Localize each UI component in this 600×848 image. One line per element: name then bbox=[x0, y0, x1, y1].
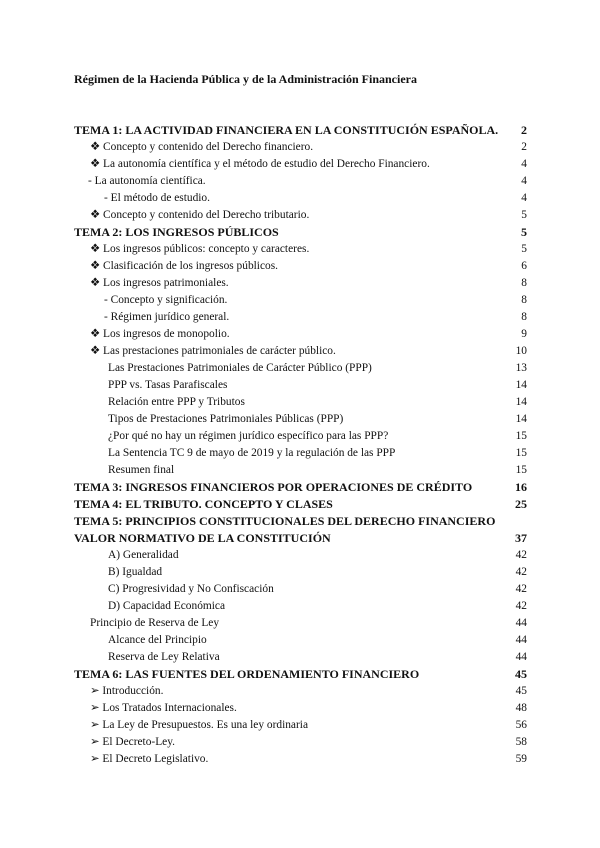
toc-chapter-entry[interactable] bbox=[74, 666, 527, 683]
toc-chapter-entry[interactable] bbox=[74, 513, 527, 530]
toc-entry-page: 8 bbox=[521, 311, 527, 323]
toc-entry-label: ❖ Concepto y contenido del Derecho financiero. bbox=[90, 141, 314, 153]
toc-entry[interactable] bbox=[74, 445, 527, 462]
toc-entry-page: 56 bbox=[515, 719, 527, 731]
toc-entry-label: Las Prestaciones Patrimoniales de Carácter Público (PPP) bbox=[108, 362, 372, 374]
toc-entry-page: 59 bbox=[515, 753, 527, 765]
toc-entry[interactable] bbox=[74, 343, 527, 360]
toc-entry-label: Tipos de Prestaciones Patrimoniales Públicas (PPP) bbox=[108, 413, 344, 425]
toc-entry-page: 16 bbox=[515, 480, 527, 494]
toc-entry-label: Principio de Reserva de Ley bbox=[90, 617, 220, 629]
toc-entry[interactable] bbox=[74, 258, 527, 275]
toc-entry-label: ❖ Las prestaciones patrimoniales de carácter público. bbox=[90, 345, 336, 357]
toc-entry[interactable] bbox=[74, 734, 527, 751]
toc-entry-page: 44 bbox=[515, 617, 527, 629]
toc-entry[interactable] bbox=[74, 275, 527, 292]
toc-entry-page: 45 bbox=[515, 667, 527, 681]
toc-entry-page: 48 bbox=[515, 702, 527, 714]
toc-entry-page: 4 bbox=[521, 158, 527, 170]
toc-entry-page: 4 bbox=[521, 175, 527, 187]
toc-entry-page: 5 bbox=[521, 243, 527, 255]
toc-entry-label: La Sentencia TC 9 de mayo de 2019 y la regulación de las PPP bbox=[108, 447, 396, 459]
toc-entry-label: TEMA 3: INGRESOS FINANCIEROS POR OPERACIONES DE CRÉDITO bbox=[74, 480, 473, 494]
toc-entry-page: 6 bbox=[521, 260, 527, 272]
toc-entry-label: VALOR NORMATIVO DE LA CONSTITUCIÓN bbox=[74, 531, 331, 545]
toc-chapter-entry[interactable] bbox=[74, 224, 527, 241]
toc-entry-label: B) Igualdad bbox=[108, 566, 163, 578]
toc-entry-page: 14 bbox=[515, 396, 527, 408]
toc-entry-page: 42 bbox=[515, 566, 527, 578]
toc-entry-label: - Concepto y significación. bbox=[104, 294, 228, 306]
toc-entry[interactable] bbox=[74, 156, 527, 173]
toc-entry-label: TEMA 4: EL TRIBUTO. CONCEPTO Y CLASES bbox=[74, 497, 333, 511]
toc-entry-label: Reserva de Ley Relativa bbox=[108, 651, 220, 663]
toc-entry-label: ➢ Los Tratados Internacionales. bbox=[90, 702, 237, 714]
toc-entry-page: 13 bbox=[515, 362, 527, 374]
toc-entry-label: ❖ Los ingresos de monopolio. bbox=[90, 328, 230, 340]
toc-entry[interactable] bbox=[74, 292, 527, 309]
toc-entry-label: Relación entre PPP y Tributos bbox=[108, 396, 245, 408]
toc-entry[interactable] bbox=[74, 547, 527, 564]
toc-entry[interactable] bbox=[74, 190, 527, 207]
toc-entry[interactable] bbox=[74, 649, 527, 666]
toc-entry-label: ❖ La autonomía científica y el método de estudio del Derecho Financiero. bbox=[90, 158, 430, 170]
toc-entry-page: 45 bbox=[515, 685, 527, 697]
toc-entry-label: TEMA 2: LOS INGRESOS PÚBLICOS bbox=[74, 225, 279, 239]
toc-chapter-entry[interactable] bbox=[74, 530, 527, 547]
toc-entry[interactable] bbox=[74, 241, 527, 258]
toc-entry-label: ➢ El Decreto Legislativo. bbox=[90, 753, 209, 765]
toc-entry-page: 10 bbox=[515, 345, 527, 357]
table-of-contents bbox=[74, 122, 527, 768]
toc-entry[interactable] bbox=[74, 717, 527, 734]
toc-entry-label: - La autonomía científica. bbox=[88, 175, 206, 187]
toc-entry[interactable] bbox=[74, 207, 527, 224]
toc-entry-page: 37 bbox=[515, 531, 527, 545]
toc-entry[interactable] bbox=[74, 394, 527, 411]
toc-entry[interactable] bbox=[74, 309, 527, 326]
toc-entry-page: 14 bbox=[515, 413, 527, 425]
toc-entry[interactable] bbox=[74, 173, 527, 190]
toc-entry-label: ¿Por qué no hay un régimen jurídico específico para las PPP? bbox=[108, 430, 389, 442]
toc-entry-page: 15 bbox=[515, 447, 527, 459]
toc-entry-label: C) Progresividad y No Confiscación bbox=[108, 583, 274, 595]
toc-entry-page: 44 bbox=[515, 634, 527, 646]
toc-entry-page: 2 bbox=[521, 141, 527, 153]
toc-entry-page: 2 bbox=[521, 123, 527, 137]
toc-entry[interactable] bbox=[74, 139, 527, 156]
toc-chapter-entry[interactable] bbox=[74, 496, 527, 513]
toc-entry-page: 15 bbox=[515, 430, 527, 442]
toc-entry[interactable] bbox=[74, 615, 527, 632]
toc-entry[interactable] bbox=[74, 700, 527, 717]
toc-entry[interactable] bbox=[74, 360, 527, 377]
toc-entry-label: Resumen final bbox=[108, 464, 175, 476]
toc-chapter-entry[interactable] bbox=[74, 479, 527, 496]
toc-entry-page: 4 bbox=[521, 192, 527, 204]
toc-entry-page: 42 bbox=[515, 549, 527, 561]
toc-entry-label: - El método de estudio. bbox=[104, 192, 210, 204]
toc-entry-label: ❖ Clasificación de los ingresos públicos. bbox=[90, 260, 279, 272]
toc-entry[interactable] bbox=[74, 564, 527, 581]
toc-entry-label: TEMA 5: PRINCIPIOS CONSTITUCIONALES DEL DERECHO FINANCIERO bbox=[74, 514, 496, 528]
toc-entry-page: 42 bbox=[515, 600, 527, 612]
toc-entry[interactable] bbox=[74, 377, 527, 394]
toc-entry-label: ❖ Los ingresos públicos: concepto y caracteres. bbox=[90, 243, 310, 255]
toc-entry[interactable] bbox=[74, 598, 527, 615]
toc-entry-label: TEMA 1: LA ACTIVIDAD FINANCIERA EN LA CONSTITUCIÓN ESPAÑOLA. bbox=[74, 123, 499, 137]
toc-entry-page: 25 bbox=[515, 497, 527, 511]
toc-entry-label: ➢ El Decreto-Ley. bbox=[90, 736, 176, 748]
toc-entry[interactable] bbox=[74, 632, 527, 649]
toc-entry-page: 9 bbox=[521, 328, 527, 340]
toc-entry[interactable] bbox=[74, 751, 527, 768]
document-title: Régimen de la Hacienda Pública y de la Administración Financiera bbox=[74, 72, 417, 86]
toc-entry-label: - Régimen jurídico general. bbox=[104, 311, 230, 323]
toc-entry-label: A) Generalidad bbox=[108, 549, 179, 561]
toc-entry[interactable] bbox=[74, 462, 527, 479]
toc-entry[interactable] bbox=[74, 683, 527, 700]
toc-entry[interactable] bbox=[74, 411, 527, 428]
toc-entry-label: ➢ La Ley de Presupuestos. Es una ley ordinaria bbox=[90, 719, 308, 731]
toc-entry-page: 58 bbox=[515, 736, 527, 748]
toc-entry-label: Alcance del Principio bbox=[108, 634, 207, 646]
toc-entry-label: ❖ Los ingresos patrimoniales. bbox=[90, 277, 229, 289]
toc-entry-page: 5 bbox=[521, 225, 527, 239]
toc-entry[interactable] bbox=[74, 326, 527, 343]
toc-entry-page: 44 bbox=[515, 651, 527, 663]
toc-entry-page: 15 bbox=[515, 464, 527, 476]
toc-entry-page: 14 bbox=[515, 379, 527, 391]
toc-entry-label: PPP vs. Tasas Parafiscales bbox=[108, 379, 228, 391]
toc-entry[interactable] bbox=[74, 428, 527, 445]
toc-entry-page: 5 bbox=[521, 209, 527, 221]
toc-entry-label: D) Capacidad Económica bbox=[108, 600, 226, 612]
toc-entry-label: ❖ Concepto y contenido del Derecho tributario. bbox=[90, 209, 310, 221]
toc-chapter-entry[interactable] bbox=[74, 122, 527, 139]
toc-entry-page: 42 bbox=[515, 583, 527, 595]
toc-entry-page: 8 bbox=[521, 277, 527, 289]
toc-entry[interactable] bbox=[74, 581, 527, 598]
toc-entry-label: TEMA 6: LAS FUENTES DEL ORDENAMIENTO FINANCIERO bbox=[74, 667, 420, 681]
toc-entry-label: ➢ Introducción. bbox=[90, 685, 164, 697]
toc-entry-page: 8 bbox=[521, 294, 527, 306]
